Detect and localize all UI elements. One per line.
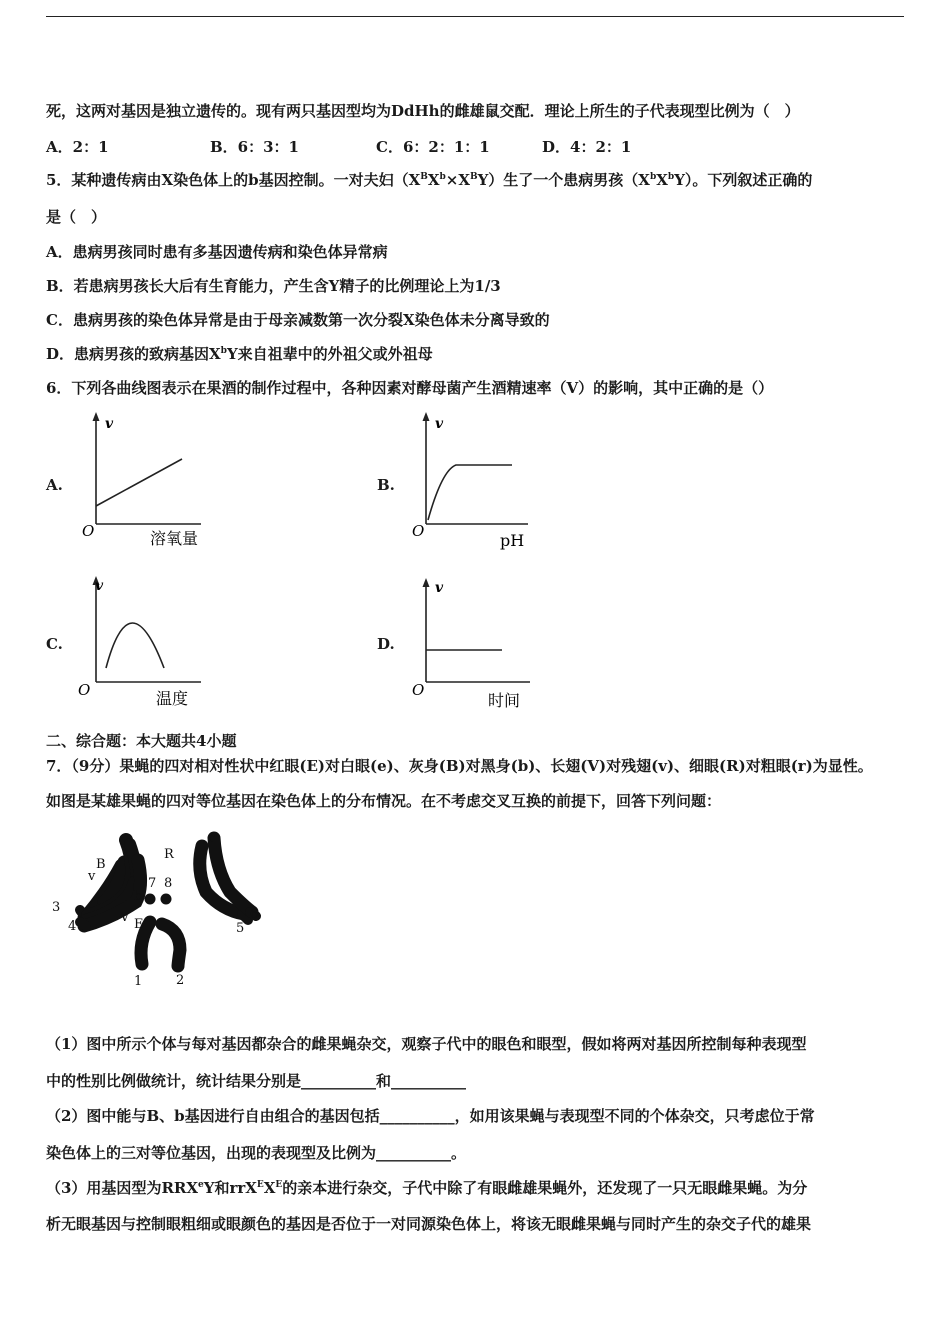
header-rule <box>46 16 904 17</box>
graph-a <box>76 408 226 553</box>
graph-c-label: C. <box>46 635 63 653</box>
graph-b-y-arrow <box>423 412 430 421</box>
gene-v-label: v <box>88 869 96 884</box>
q5-option-a: A．患病男孩同时患有多基因遗传病和染色体异常病 <box>46 243 388 261</box>
q7-line1: 7．（9分）果蝇的四对相对性状中红眼(E)对白眼(e)、灰身(B)对黑身(b)、长翅(V)对残翅(v)、细眼(R)对粗眼(r)为显性。 <box>46 757 873 775</box>
q7-sub1-line1: （1）图中所示个体与每对基因都杂合的雌果蝇杂交，观察子代中的眼色和眼型，假如将两对基因所控制每种表现型 <box>46 1035 807 1053</box>
graph-b-origin: O <box>412 522 425 540</box>
graph-b-y-label: v <box>435 416 444 432</box>
chromosome-3-label: 3 <box>52 900 61 915</box>
graph-d-y-arrow <box>423 578 430 587</box>
q5-option-d: D．患病男孩的致病基因$X^bY$来自祖辈中的外祖父或外祖母 <box>46 345 433 363</box>
chromosome-7 <box>145 894 156 905</box>
q5-stem-line2: 是（ ） <box>46 208 107 226</box>
chromosome-6-label: 6 <box>250 907 259 922</box>
graph-d-x-label: 时间 <box>488 691 521 710</box>
graph-b-curve <box>428 465 512 520</box>
section2-heading: 二、综合题：本大题共4小题 <box>46 732 237 750</box>
q6-stem: 6．下列各曲线图表示在果酒的制作过程中，各种因素对酵母菌产生酒精速率（V）的影响，其中正确的是（） <box>46 379 774 397</box>
graph-c-y-label: v <box>95 578 104 594</box>
graph-d-origin: O <box>412 681 425 699</box>
chromosome-2-label: 2 <box>176 973 185 988</box>
chromosome-2 <box>162 924 180 966</box>
chromosome-diagram <box>46 826 276 996</box>
q7-sub2-line2: 染色体上的三对等位基因，出现的表现型及比例为__________。 <box>46 1144 467 1162</box>
graph-b-label: B. <box>377 476 395 494</box>
q4-option-b: B．6：3：1 <box>210 138 299 156</box>
chromosome-5-label: 5 <box>236 921 245 936</box>
q7-sub3-line1: （3）用基因型为RRX$^e$Y和$rrX^EX^E$的亲本进行杂交，子代中除了有眼雌雄果蝇外，还发现了一只无眼雌果蝇。为分 <box>46 1179 808 1197</box>
graph-a-label: A. <box>46 476 63 494</box>
q5-option-b: B．若患病男孩长大后有生育能力，产生含Y精子的比例理论上为1/3 <box>46 277 501 295</box>
gene-r-label: r <box>208 831 215 846</box>
graph-c-curve <box>106 623 164 668</box>
q7-sub3-line2: 析无眼基因与控制眼粗细或眼颜色的基因是否位于一对同源染色体上，将该无眼雌果蝇与同时产生的杂交子代的雄果 <box>46 1215 812 1233</box>
graph-a-y-label: v <box>105 416 114 432</box>
graph-d-y-label: v <box>435 580 444 596</box>
graph-c-origin: O <box>78 681 91 699</box>
graph-b-x-label: pH <box>500 531 525 550</box>
gene-B-label: B <box>96 857 106 872</box>
graph-a-y-arrow <box>93 412 100 421</box>
gene-E-label: E <box>134 917 144 932</box>
graph-a-x-label: 溶氧量 <box>150 529 199 548</box>
chromosome-4-label: 4 <box>68 919 77 934</box>
q4-option-c: C．6：2：1：1 <box>376 138 490 156</box>
graph-d <box>406 570 556 715</box>
gene-b-label: b <box>134 889 143 904</box>
q4-stem-tail: 死，这两对基因是独立遗传的。现有两只基因型均为DdHh的雌雄鼠交配．理论上所生的子代表现型比例为（ ） <box>46 102 800 120</box>
graph-a-origin: O <box>82 522 95 540</box>
gene-R-label: R <box>164 847 174 862</box>
q7-sub1-line2: 中的性别比例做统计，统计结果分别是__________和__________ <box>46 1072 467 1090</box>
q5-option-c: C．患病男孩的染色体异常是由于母亲减数第一次分裂X染色体未分离导致的 <box>46 311 550 329</box>
chromosome-8-label: 8 <box>164 876 173 891</box>
q7-sub2-line1: （2）图中能与B、b基因进行自由组合的基因包括__________，如用该果蝇与表现型不同的个体杂交，只考虑位于常 <box>46 1107 815 1125</box>
q4-option-d: D．4：2：1 <box>542 138 632 156</box>
chromosome-1-label: 1 <box>134 974 143 989</box>
q5-stem-line1: 5．某种遗传病由X染色体上的b基因控制。一对夫妇$(X^BX^b\times X^BY)$生了一个患病男孩$(X^bX^bY)$。下列叙述正确的 <box>46 171 813 189</box>
graph-d-label: D. <box>377 635 395 653</box>
graph-c <box>76 570 226 715</box>
chromosome-7-label: 7 <box>148 876 157 891</box>
graph-a-curve <box>96 459 182 506</box>
chromosome-8 <box>161 894 172 905</box>
graph-c-x-label: 温度 <box>156 689 189 708</box>
q7-line2: 如图是某雄果蝇的四对等位基因在染色体上的分布情况。在不考虑交叉互换的前提下，回答下列问题： <box>46 792 722 810</box>
q4-option-a: A．2：1 <box>46 138 109 156</box>
gene-V-label: V <box>120 910 130 925</box>
graph-b <box>406 408 556 553</box>
